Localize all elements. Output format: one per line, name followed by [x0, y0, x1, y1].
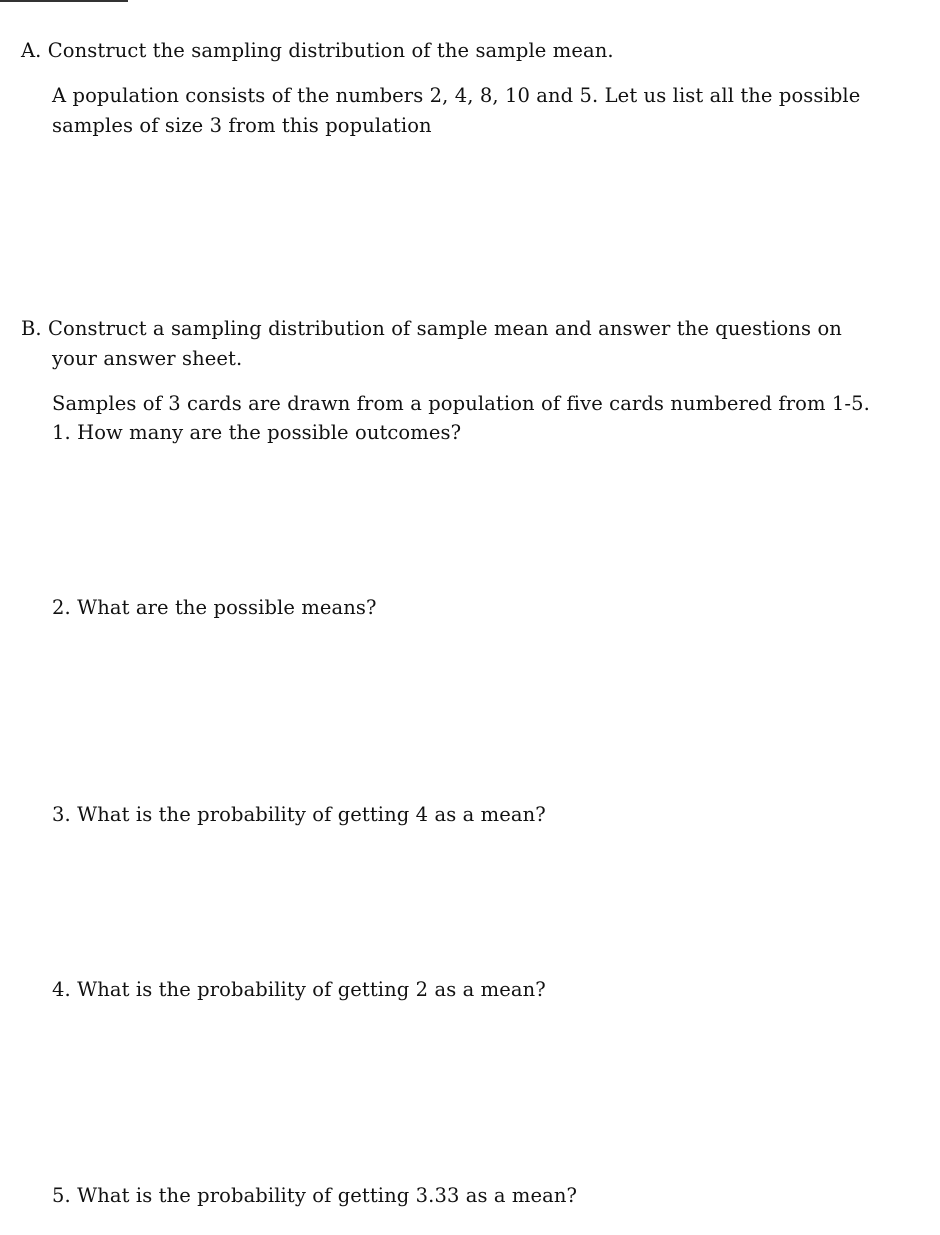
question-1: 1. How many are the possible outcomes? — [52, 421, 462, 444]
question-4: 4. What is the probability of getting 2 as a mean? — [52, 978, 546, 1001]
section-b-intro: Samples of 3 cards are drawn from a population of five cards numbered from 1-5. — [52, 392, 870, 415]
section-a-heading: A. Construct the sampling distribution of the sample mean. — [21, 39, 614, 62]
question-3: 3. What is the probability of getting 4 as a mean? — [52, 803, 546, 826]
section-b-heading-line2: your answer sheet. — [52, 347, 243, 370]
section-a-body-line2: samples of size 3 from this population — [52, 114, 432, 137]
question-2: 2. What are the possible means? — [52, 596, 377, 619]
section-b-heading-line1: B. Construct a sampling distribution of sample mean and answer the questions on — [21, 317, 842, 340]
section-a-body-line1: A population consists of the numbers 2, 4, 8, 10 and 5. Let us list all the possible — [52, 84, 861, 107]
top-divider — [0, 0, 128, 2]
question-5: 5. What is the probability of getting 3.33 as a mean? — [52, 1184, 578, 1207]
